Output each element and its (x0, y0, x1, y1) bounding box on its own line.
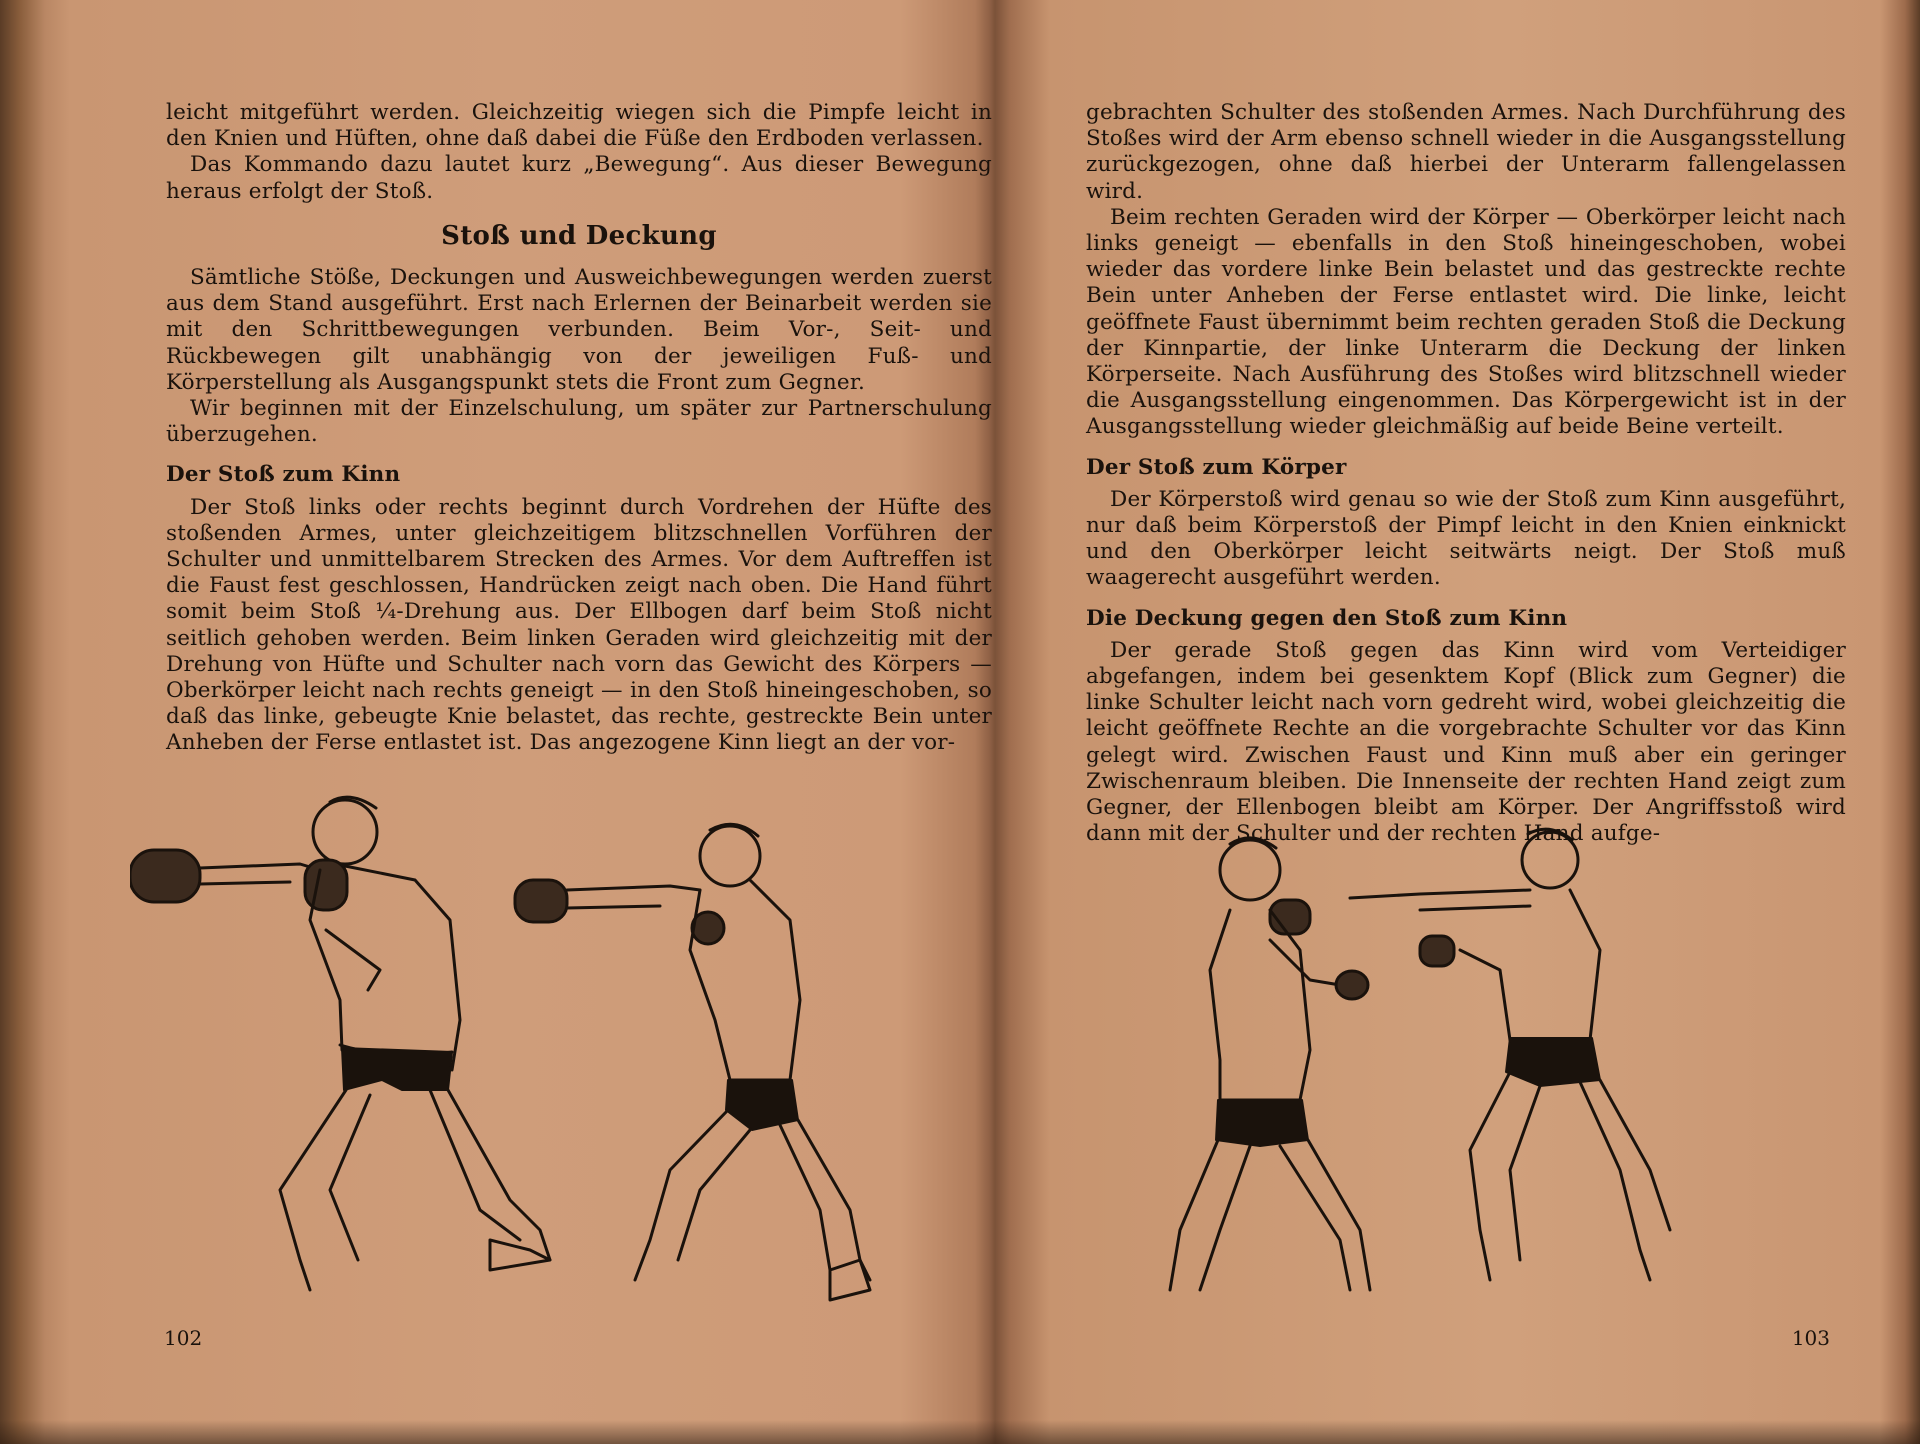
section-paragraph-2: Wir beginnen mit der Einzelschulung, um später zur Partnerschulung überzugehen. (166, 396, 992, 448)
right-paragraph-1: gebrachten Schulter des stoßenden Armes. Nach Durchführung des Stoßes wird der Arm ebenso schnell wieder in die Ausgangsstellung zurückgezogen, ohne daß hierbei der Unterarm fallengelassen wird. (1086, 100, 1846, 204)
boxer-right-jab-figure (515, 824, 870, 1300)
chin-cover-paragraph: Der gerade Stoß gegen das Kinn wird vom Verteidiger abgefangen, indem bei gesenktem Kopf (Blick zum Gegner) die linke Schulter leicht nach vorn gedreht wird, wobei gleichzeitig die leicht geöffnete Rechte an die vorgebrachte Schulter vor das Kinn gelegt wird. Zwischen Faust und Kinn muß aber ein geringer Zwischenraum bleiben. Die Innenseite der rechten Hand zeigt zum Gegner, der Ellenbogen bleibt am Körper. Der Angriffsstoß wird dann mit der Schulter und der rechten Hand aufge- (1086, 637, 1846, 847)
left-paragraph-1: leicht mitgeführt werden. Gleichzeitig wiegen sich die Pimpfe leicht in den Knien und Hüften, ohne daß dabei die Füße den Erdboden verlassen. (166, 100, 992, 152)
right-text-column (1086, 100, 1846, 847)
right-page-number: 103 (1791, 1326, 1830, 1350)
chin-punch-paragraph: Der Stoß links oder rechts beginnt durch Vordrehen der Hüfte des stoßenden Armes, unter gleichzeitigem blitzschnellen Vorführen der Schulter und unmittelbarem Strecken des Armes. Vor dem Auftreffen ist die Faust fest geschlossen, Handrücken zeigt nach oben. Die Hand führt somit beim Stoß ¼-Drehung aus. Der Ellbogen darf beim Stoß nicht seitlich gehoben werden. Beim linken Geraden wird gleichzeitig mit der Drehung von Hüfte und Schulter nach vorn das Gewicht des Körpers — Oberkörper leicht nach rechts geneigt — in den Stoß hineingeschoben, so daß das linke, gebeugte Knie belastet, das rechte, gestreckte Bein unter Anheben der Ferse entlastet ist. Das angezogene Kinn liegt an der vor- (166, 494, 992, 756)
subheading-chin-punch: Der Stoß zum Kinn (166, 462, 401, 488)
left-text-column (166, 100, 992, 757)
section-heading: Stoß und Deckung (441, 220, 717, 251)
right-boxers-illustration (1160, 810, 1800, 1310)
left-boxers-illustration (130, 790, 980, 1310)
section-paragraph-1: Sämtliche Stöße, Deckungen und Ausweichbewegungen werden zuerst aus dem Stand ausgeführt. Erst nach Erlernen der Beinarbeit werden sie mit den Schrittbewegungen verbunden. Beim Vor-, Seit- und Rückbewegen gilt unabhängig von der jeweiligen Fuß- und Körperstellung als Ausgangspunkt stets die Front zum Gegner. (166, 265, 992, 395)
boxer-defender-figure (1170, 838, 1370, 1290)
boxer-left-jab-figure (130, 797, 550, 1290)
subheading-body-punch: Der Stoß zum Körper (1086, 454, 1347, 480)
right-page (1000, 0, 1880, 1444)
subheading-chin-cover: Die Deckung gegen den Stoß zum Kinn (1086, 605, 1568, 631)
boxer-attacker-figure (1350, 829, 1670, 1280)
right-paragraph-2: Beim rechten Geraden wird der Körper — Oberkörper leicht nach links geneigt — ebenfalls in den Stoß hineingeschoben, wobei wieder das vordere linke Bein belastet und das gestreckte rechte Bein unter Anheben der Ferse entlastet wird. Die linke, leicht geöffnete Faust übernimmt beim rechten geraden Stoß die Deckung der Kinnpartie, der linke Unterarm die Deckung der linken Körperseite. Nach Ausführung des Stoßes wird blitzschnell wieder die Ausgangsstellung eingenommen. Das Körpergewicht ist in der Ausgangsstellung wieder gleichmäßig auf beide Beine verteilt. (1086, 204, 1846, 440)
left-page (90, 0, 992, 1444)
left-page-number: 102 (164, 1326, 203, 1350)
body-punch-paragraph: Der Körperstoß wird genau so wie der Stoß zum Kinn ausgeführt, nur daß beim Körperstoß der Pimpf leicht in den Knien einknickt und den Oberkörper leicht seitwärts neigt. Der Stoß muß waagerecht ausgeführt werden. (1086, 486, 1846, 591)
left-paragraph-2: Das Kommando dazu lautet kurz „Bewegung“. Aus dieser Bewegung heraus erfolgt der Stoß. (166, 152, 992, 204)
